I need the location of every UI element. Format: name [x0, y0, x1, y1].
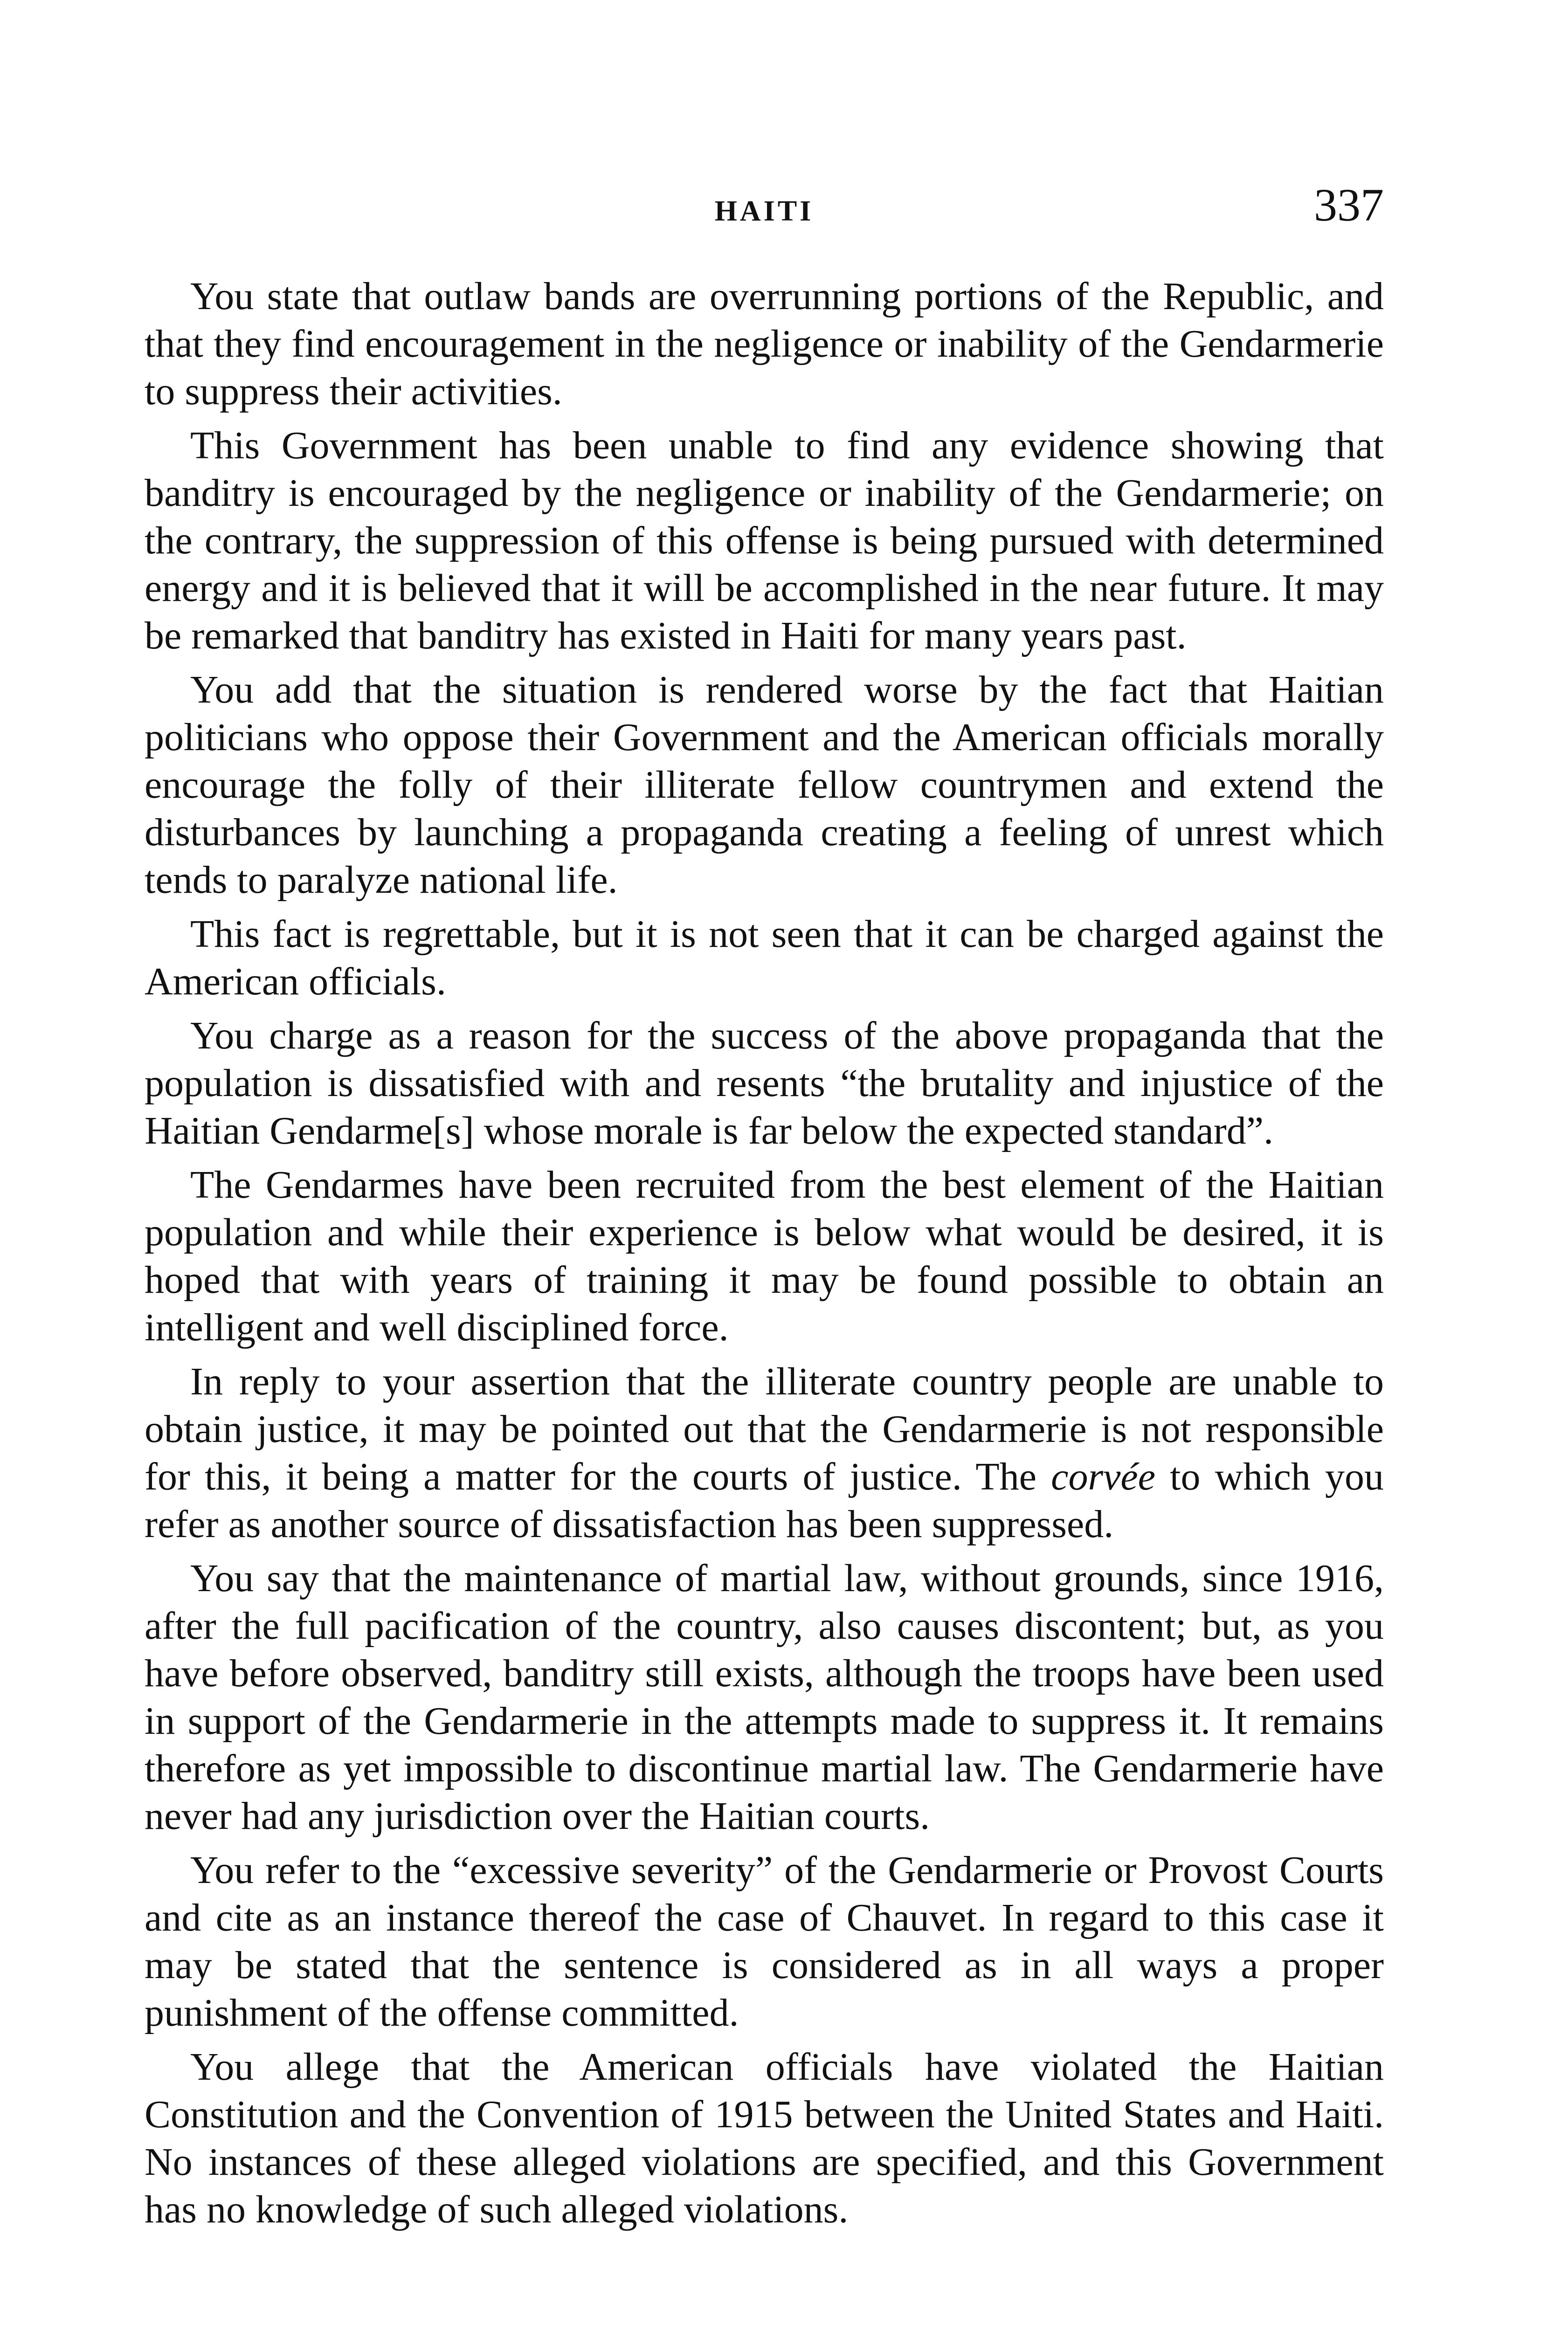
paragraph-martial-law: You say that the maintenance of martial law, without grounds, since 1916, after the full pacification of the country, also causes discontent; but, as you have before observed, banditry still exists, although the troops have been used in support of the Gendarmerie in the attempts made to suppress it. It remains therefore as yet impossible to discontinue martial law. The Gendarmerie have never had any jurisdiction over the Haitian courts.	[145, 1557, 1384, 1838]
paragraph-outlaw-bands: You state that outlaw bands are overrunning portions of the Republic, and that they find encouragement in the negligence or inability of the Gendarmerie to suppress their activities.	[145, 275, 1384, 413]
paragraph-propaganda-charge: You charge as a reason for the success of the above propaganda that the population is dissatisfied with and resents “the brutality and injustice of the Haitian Gendarme[s] whose morale is far below the expected standard”.	[145, 1014, 1384, 1152]
running-head: HAITI	[714, 195, 814, 227]
paragraph-excessive-severity: You refer to the “excessive severity” of the Gendarmerie or Provost Courts and cite as an instance thereof the case of Chauvet. In regard to this case it may be stated that the sentence is considered as in all ways a proper punishment of the offense committed.	[145, 1848, 1384, 2034]
paragraph-political-unrest: You add that the situation is rendered worse by the fact that Haitian politicians who oppose their Government and the American officials morally encourage the folly of their illiterate fellow countrymen and extend the disturbances by launching a propaganda creating a feeling of unrest which tends to paralyze national life.	[145, 668, 1384, 902]
page-number: 337	[1314, 179, 1384, 231]
justice-text-before: In reply to your assertion that the illiterate country people are unable to obtain justice, it may be pointed out that the Gendarmerie is not responsible for this, it being a matter for the courts of justice. The	[145, 1360, 1384, 1498]
justice-text-after: to which you refer as another source of dissatisfaction has been suppressed.	[145, 1455, 1384, 1546]
paragraph-justice-corvee	[145, 1358, 1384, 1548]
paragraph-constitution-violations: You allege that the American officials have violated the Haitian Constitution and the Convention of 1915 between the United States and Haiti. No instances of these alleged violations are specified, and this Government has no knowledge of such alleged violations.	[145, 2045, 1384, 2231]
paragraph-gendarmes-recruitment: The Gendarmes have been recruited from the best element of the Haitian population and while their experience is below what would be desired, it is hoped that with years of training it may be found possible to obtain an intelligent and well disciplined force.	[145, 1163, 1384, 1349]
paragraph-banditry-evidence: This Government has been unable to find any evidence showing that banditry is encouraged by the negligence or inability of the Gendarmerie; on the contrary, the suppression of this offense is being pursued with determined energy and it is believed that it will be accomplished in the near future. It may be remarked that banditry has existed in Haiti for many years past.	[145, 424, 1384, 657]
paragraph-regrettable-fact: This fact is regrettable, but it is not seen that it can be charged against the American officials.	[145, 912, 1384, 1003]
body-text	[145, 273, 1384, 2240]
page-header	[145, 179, 1384, 238]
corvee-italic-word: corvée	[1051, 1455, 1155, 1498]
